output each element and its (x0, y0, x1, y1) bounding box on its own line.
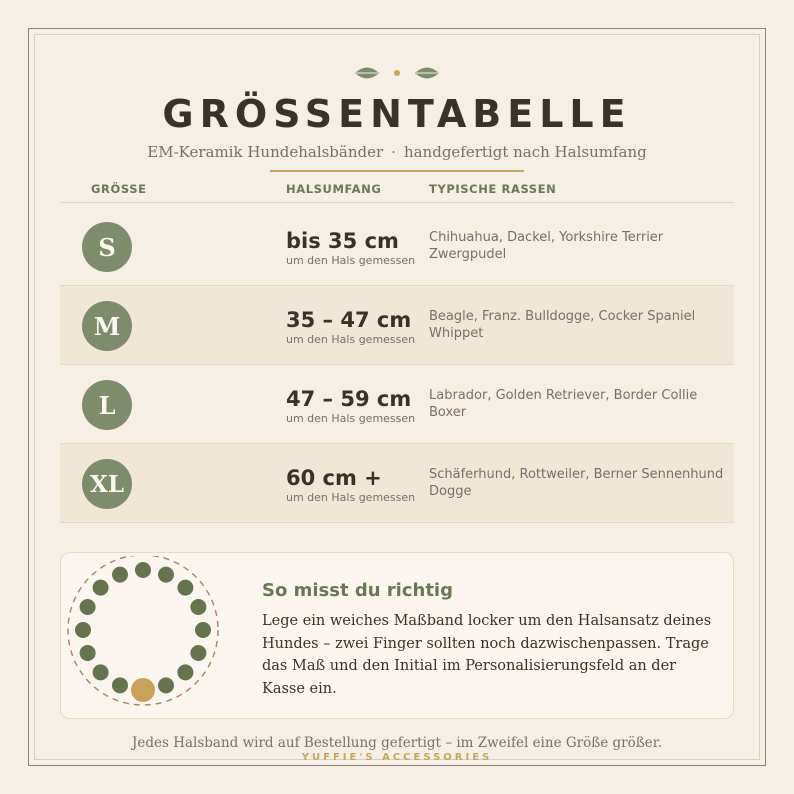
neck-size: 47 – 59 cm (286, 387, 412, 411)
table-row (60, 207, 734, 286)
page-title: GRÖSSENTABELLE (162, 92, 632, 136)
breed-line: Whippet (429, 326, 484, 341)
collar-bead (80, 599, 96, 615)
collar-bead (158, 567, 174, 583)
collar-bead (177, 664, 193, 680)
collar-bead (112, 567, 128, 583)
size-badge: L (82, 380, 132, 430)
breed-line: Boxer (429, 405, 467, 420)
subtitle-separator: · (391, 143, 396, 161)
size-badge: XL (82, 459, 132, 509)
initial-bead (131, 678, 155, 702)
breed-line: Labrador, Golden Retriever, Border Collie (429, 388, 698, 403)
measure-note: um den Hals gemessen (286, 254, 416, 267)
measure-note: um den Hals gemessen (286, 491, 416, 504)
neck-size: bis 35 cm (286, 229, 399, 253)
column-header-size: GRÖSSE (91, 182, 147, 196)
breed-list (429, 229, 729, 263)
collar-bead (112, 677, 128, 693)
collar-bead (190, 599, 206, 615)
measure-note: um den Hals gemessen (286, 333, 416, 346)
collar-bead (80, 645, 96, 661)
header-divider (60, 202, 734, 203)
collar-bead (177, 580, 193, 596)
measure-note: um den Hals gemessen (286, 412, 416, 425)
collar-beads-icon (62, 556, 224, 716)
collar-bead (158, 677, 174, 693)
breed-list (429, 466, 729, 500)
breed-line: Zwergpudel (429, 247, 507, 262)
table-row (60, 444, 734, 523)
leaf-ornament-icon (0, 62, 794, 84)
footer-note: Jedes Halsband wird auf Bestellung gefertigt – im Zweifel eine Größe größer. (131, 735, 663, 751)
title-divider (270, 170, 524, 172)
breed-line: Beagle, Franz. Bulldogge, Cocker Spaniel (429, 309, 696, 324)
collar-bead (93, 580, 109, 596)
subtitle-tagline: handgefertigt nach Halsumfang (403, 143, 647, 161)
subtitle (0, 143, 794, 161)
collar-bead (93, 664, 109, 680)
size-badge: S (82, 222, 132, 272)
breed-line: Schäferhund, Rottweiler, Berner Sennenhund (429, 467, 724, 482)
neck-size: 60 cm + (286, 466, 382, 490)
howto-title: So misst du richtig (262, 580, 453, 601)
breed-line: Chihuahua, Dackel, Yorkshire Terrier (429, 230, 664, 245)
table-row (60, 365, 734, 444)
breed-list (429, 387, 729, 421)
breed-line: Dogge (429, 484, 472, 499)
collar-bead (190, 645, 206, 661)
collar-bead (195, 622, 211, 638)
size-badge: M (82, 301, 132, 351)
brand-name: YUFFIE'S ACCESSORIES (301, 752, 493, 763)
column-header-breeds: TYPISCHE RASSEN (429, 182, 557, 196)
column-header-neck: HALSUMFANG (286, 182, 382, 196)
table-row (60, 286, 734, 365)
howto-text: Lege ein weiches Maßband locker um den Halsansatz deines Hundes – zwei Finger sollten noch dazwischenpassen. Trage das Maß und den Initial im Personalisierungsfeld an der Kasse ein. (262, 613, 712, 697)
breed-list (429, 308, 729, 342)
subtitle-brand: EM-Keramik Hundehalsbänder (147, 143, 384, 161)
neck-size: 35 – 47 cm (286, 308, 412, 332)
collar-bead (75, 622, 91, 638)
collar-bead (135, 562, 151, 578)
